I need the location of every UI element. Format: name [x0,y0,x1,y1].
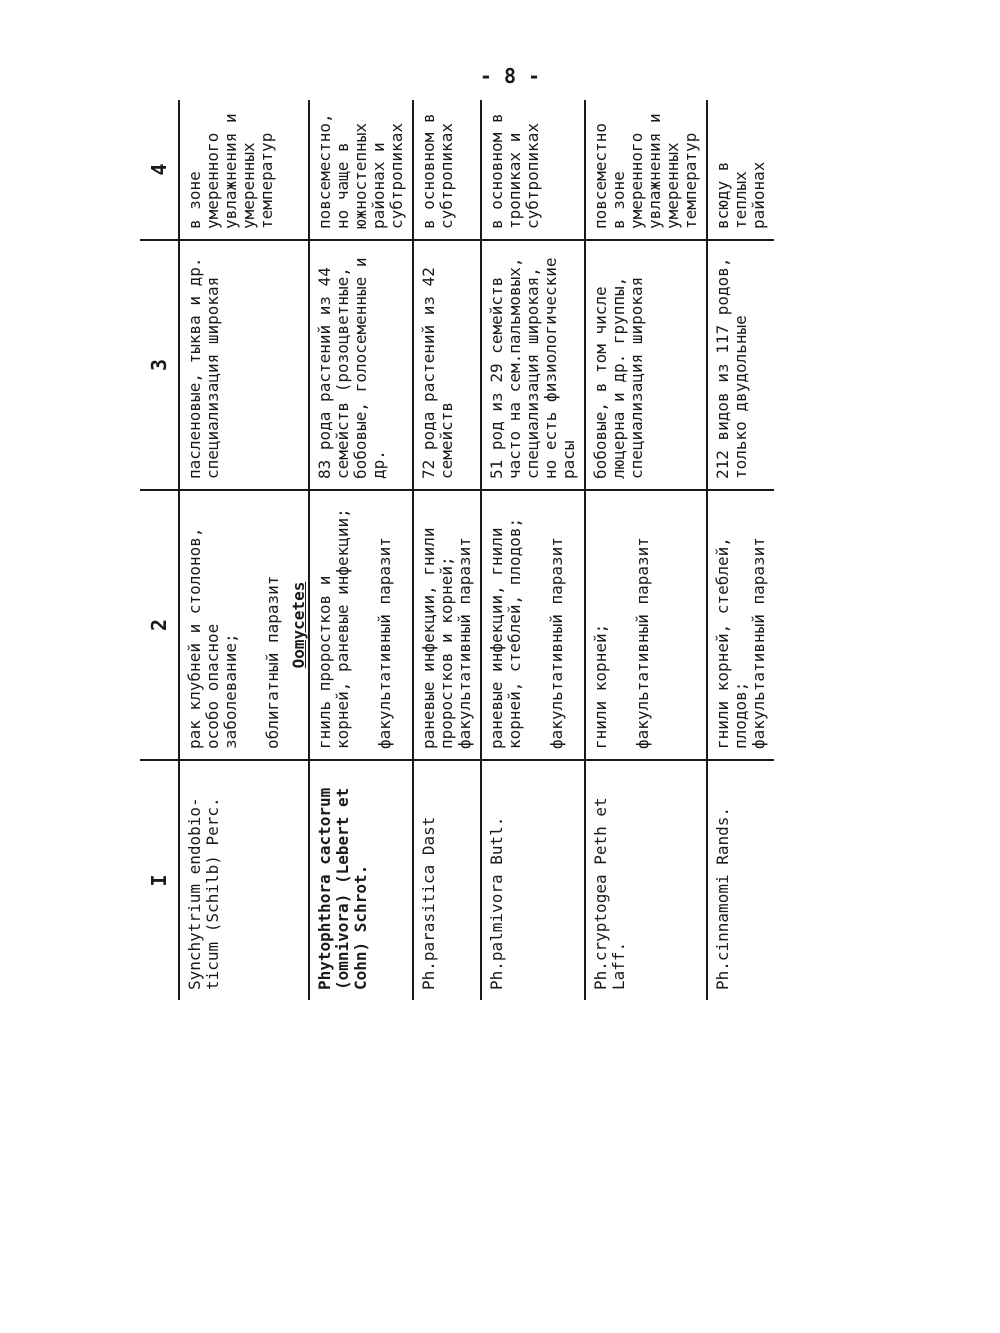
section-label: Oomycetes [289,581,308,669]
header-row [140,100,179,1000]
disease-text: рак клубней и столонов, особо опасное заболевание; [185,527,240,749]
distribution-cell: повсеместно в зоне умеренного увлажнения и умеренных температур [585,100,707,240]
parasite-type: факультативный паразит [455,537,474,749]
header-col-4: 4 [140,100,179,240]
disease-text: раневые инфекции, гнили проростков и корней; [419,527,456,749]
hosts-cell: бобовые, в том числе люцерна и др. группы, специализация широкая [585,240,707,490]
disease-cell [413,490,481,760]
hosts-cell: пасленовые, тыква и др. специализация широкая [179,240,288,490]
parasite-type: облигатный паразит [263,575,282,749]
hosts-cell: 72 рода растений из 42 семейств [413,240,481,490]
hosts-cell: 83 рода растений из 44 семейств (розоцветные, бобовые, голосеменные и др. [309,240,413,490]
disease-text: раневые инфекции, гнили корней, стеблей, плодов; [487,517,524,749]
distribution-cell: в основном в тропиках и субтропиках [481,100,585,240]
hosts-cell: 51 род из 29 семейств часто на сем.пальмовых, специализация широкая, но есть физиологические расы [481,240,585,490]
parasite-type: факультативный паразит [375,537,394,749]
table-row [179,100,288,1000]
parasite-type: факультативный паразит [633,537,652,749]
disease-cell [481,490,585,760]
species-cell: Ph.parasitica Dast [413,760,481,1000]
disease-cell [179,490,288,760]
table-row [707,100,774,1000]
disease-cell [585,490,707,760]
species-cell: Ph.palmivora Butl. [481,760,585,1000]
species-cell: Phytophthora cactorum (omnivora) (Lebert et Cohn) Schrot. [309,760,413,1000]
disease-text: гнили корней; [591,623,610,749]
species-cell: Ph.cinnamomi Rands. [707,760,774,1000]
disease-text: гниль проростков и корней, раневые инфекции; [315,508,352,749]
distribution-cell: повсеместно, но чаще в южностепных районах и субтропиках [309,100,413,240]
table-row [309,100,413,1000]
parasite-type: факультативный паразит [547,537,566,749]
page-number: - 8 - [479,64,541,88]
species-cell: Ph.cryptogea Peth et Laff. [585,760,707,1000]
table-row [585,100,707,1000]
disease-cell [309,490,413,760]
distribution-cell: в зоне умеренного увлажнения и умеренных температур [179,100,288,240]
hosts-cell: 212 видов из 117 родов, только двудольные [707,240,774,490]
header-col-2: 2 [140,490,179,760]
section-row [288,100,309,1000]
distribution-cell: в основном в субтропиках [413,100,481,240]
table-row [413,100,481,1000]
header-col-3: 3 [140,240,179,490]
disease-cell [707,490,774,760]
parasite-type: факультативный паразит [749,537,768,749]
rotated-table-wrapper [140,100,860,1000]
distribution-cell: всюду в теплых районах [707,100,774,240]
species-table [140,100,774,1000]
table-row [481,100,585,1000]
species-cell: Synchytrium endobio-ticum (Schilb) Perc. [185,797,222,990]
header-col-1: I [140,760,179,1000]
disease-text: гнили корней, стеблей, плодов; [713,537,750,749]
